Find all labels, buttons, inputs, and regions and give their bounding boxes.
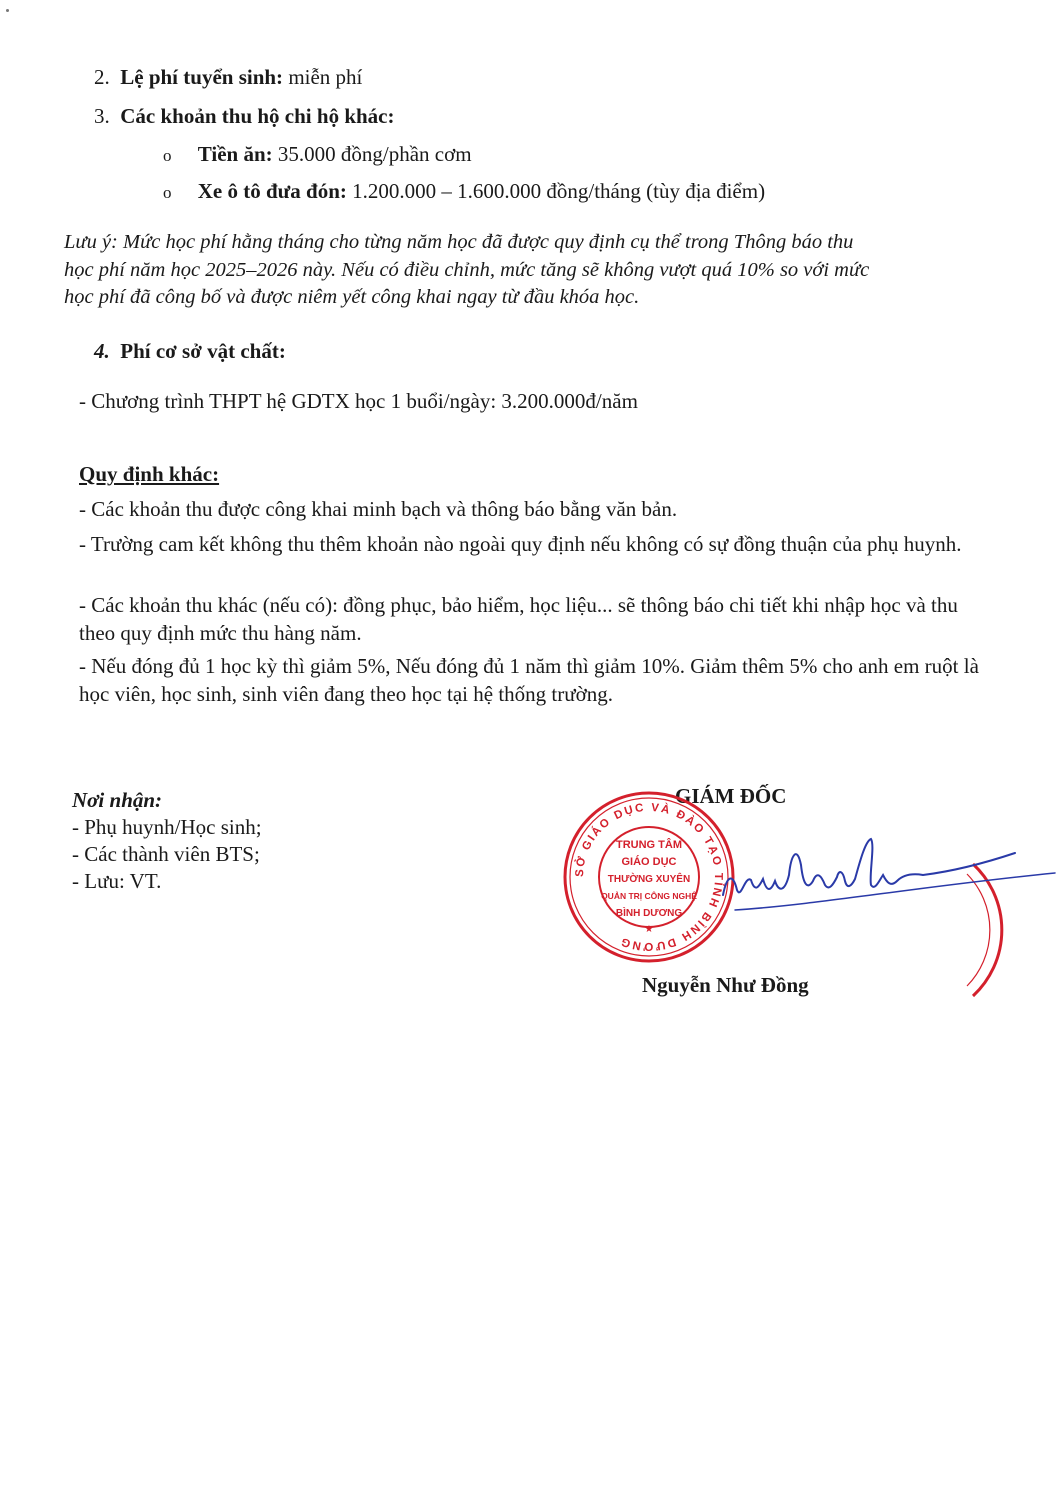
recipient-3: - Lưu: VT. (72, 869, 162, 893)
item-2 (94, 64, 362, 91)
other-rule-2: - Trường cam kết không thu thêm khoản nào ngoài quy định nếu không có sự đồng thuận của phụ huynh. (79, 532, 962, 556)
item-3-label: Các khoản thu hộ chi hộ khác: (120, 104, 395, 128)
other-rule-1: - Các khoản thu được công khai minh bạch và thông báo bằng văn bản. (79, 497, 678, 521)
stamp-ring-text: SỞ GIÁO DỤC VÀ ĐÀO TẠO TỈNH BÌNH DƯƠNG (573, 801, 725, 953)
item-3-number: 3. (94, 104, 110, 128)
sub-item-bus (163, 178, 765, 206)
other-rule-4: - Nếu đóng đủ 1 học kỳ thì giảm 5%, Nếu đóng đủ 1 năm thì giảm 10%. Giảm thêm 5% cho anh em ruột là học viên, học sinh, sinh viên đang theo học tại hệ thống trường. (79, 654, 979, 706)
item-2-label: Lệ phí tuyển sinh: (120, 65, 284, 89)
note-paragraph (64, 229, 989, 312)
bullet-icon: o (163, 146, 172, 165)
stamp-line-4: QUẢN TRỊ CÔNG NGHỆ (601, 891, 697, 901)
item-2-number: 2. (94, 65, 110, 89)
meal-label: Tiền ăn: (197, 142, 273, 166)
bus-label: Xe ô tô đưa đón: (197, 179, 347, 203)
recipients-heading: Nơi nhận: (72, 788, 163, 812)
signature-title: GIÁM ĐỐC (675, 784, 787, 808)
note-line-1: Lưu ý: Mức học phí hằng tháng cho từng năm học đã được quy định cụ thể trong Thông báo thu (64, 231, 854, 253)
stamp-line-5: BÌNH DƯƠNG (615, 908, 683, 919)
item-4-label: Phí cơ sở vật chất: (120, 339, 286, 363)
bullet-icon: o (163, 183, 172, 202)
item-4-number: 4. (94, 339, 110, 363)
stamp-line-1: TRUNG TÂM (616, 839, 682, 851)
stamp-line-3: THƯỜNG XUYÊN (607, 874, 691, 885)
note-line-3: học phí đã công bố và được niêm yết công khai ngay từ đầu khóa học. (64, 286, 640, 308)
sub-item-meal (163, 141, 472, 169)
recipient-1: - Phụ huynh/Học sinh; (72, 815, 262, 839)
signature-name: Nguyễn Như Đồng (642, 973, 809, 997)
other-rules-heading: Quy định khác: (79, 462, 220, 486)
bus-value: 1.200.000 – 1.600.000 đồng/tháng (tùy địa điểm) (346, 179, 766, 203)
facility-fee-line: - Chương trình THPT hệ GDTX học 1 buổi/ngày: 3.200.000đ/năm (79, 389, 638, 413)
meal-value: 35.000 đồng/phần cơm (272, 142, 472, 166)
item-4 (94, 338, 286, 365)
note-line-2: học phí năm học 2025–2026 này. Nếu có điều chỉnh, mức tăng sẽ không vượt quá 10% so với mức (64, 258, 870, 281)
item-2-value: miễn phí (283, 65, 363, 89)
star-icon: ★ (644, 924, 654, 935)
official-stamp (562, 790, 736, 964)
item-3 (94, 103, 395, 130)
other-rule-3: - Các khoản thu khác (nếu có): đồng phục, bảo hiểm, học liệu... sẽ thông báo chi tiết khi nhập học và thu theo quy định mức thu hàng năm. (79, 593, 958, 645)
recipient-2: - Các thành viên BTS; (72, 842, 260, 866)
stamp-line-2: GIÁO DỤC (621, 856, 677, 868)
handwritten-signature (715, 835, 1061, 925)
scan-speck (6, 9, 9, 12)
